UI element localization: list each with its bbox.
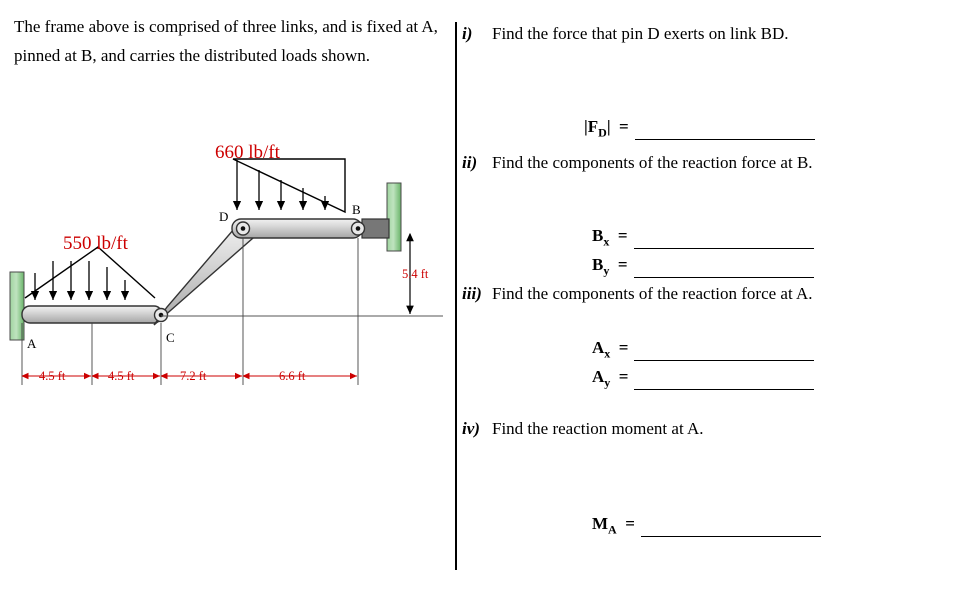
pin-c — [155, 309, 168, 322]
answer-bx-label: $B_x$ = — [592, 226, 628, 249]
answer-ax-blank[interactable] — [634, 343, 814, 361]
column-divider — [455, 22, 457, 570]
pin-d — [237, 222, 250, 235]
frame-diagram-svg — [0, 130, 455, 415]
question-i — [462, 24, 932, 44]
answer-fd-blank[interactable] — [635, 122, 815, 140]
dimension-label-2: 4.5 ft — [108, 369, 135, 383]
question-iv — [462, 419, 932, 439]
answer-ma — [592, 514, 821, 537]
point-label-d: D — [219, 209, 229, 224]
question-iv-text: Find the reaction moment at A. — [492, 419, 704, 438]
question-iii — [462, 284, 932, 304]
question-iii-text: Find the components of the reaction force at A. — [492, 284, 813, 303]
point-label-b: B — [352, 202, 361, 217]
problem-statement: The frame above is comprised of three links, and is fixed at A, pinned at B, and carries the distributed loads shown. — [14, 17, 438, 65]
right-column — [462, 0, 953, 615]
answer-by-blank[interactable] — [634, 260, 814, 278]
answer-ay — [592, 367, 814, 390]
frame-diagram — [0, 130, 455, 415]
answer-by-label: $B_y$ = — [592, 255, 628, 278]
distributed-load-660 — [233, 159, 345, 212]
left-column — [0, 0, 455, 615]
answer-bx-blank[interactable] — [634, 231, 814, 249]
dimension-label-3: 7.2 ft — [180, 369, 207, 383]
answer-ax — [592, 338, 814, 361]
answer-ax-label: $A_x$ = — [592, 338, 629, 361]
answer-fd — [584, 117, 815, 140]
wall-support-b — [387, 183, 401, 251]
answer-bx — [592, 226, 814, 249]
answer-fd-label: $|F_D|$ = — [584, 117, 629, 140]
load-label-660: 660 lb/ft — [215, 142, 280, 163]
link-db — [232, 219, 389, 238]
question-ii-number: ii) — [462, 153, 478, 172]
answer-ay-blank[interactable] — [634, 372, 814, 390]
point-label-c: C — [166, 330, 175, 345]
question-i-text: Find the force that pin D exerts on link BD. — [492, 24, 789, 43]
dimension-label-4: 6.6 ft — [279, 369, 306, 383]
dimension-label-1: 4.5 ft — [39, 369, 66, 383]
question-iv-number: iv) — [462, 419, 480, 438]
question-ii-text: Find the components of the reaction force at B. — [492, 153, 813, 172]
answer-by — [592, 255, 814, 278]
load-label-550: 550 lb/ft — [63, 233, 128, 254]
link-ac — [22, 306, 162, 323]
point-label-a: A — [27, 336, 37, 351]
dimension-label-vertical: 5.4 ft — [402, 267, 429, 281]
question-ii — [462, 153, 932, 173]
question-i-number: i) — [462, 24, 473, 43]
answer-ma-blank[interactable] — [641, 519, 821, 537]
question-iii-number: iii) — [462, 284, 482, 303]
pin-b — [352, 222, 365, 235]
answer-ma-label: $M_A$ = — [592, 514, 635, 537]
answer-ay-label: $A_y$ = — [592, 367, 629, 390]
